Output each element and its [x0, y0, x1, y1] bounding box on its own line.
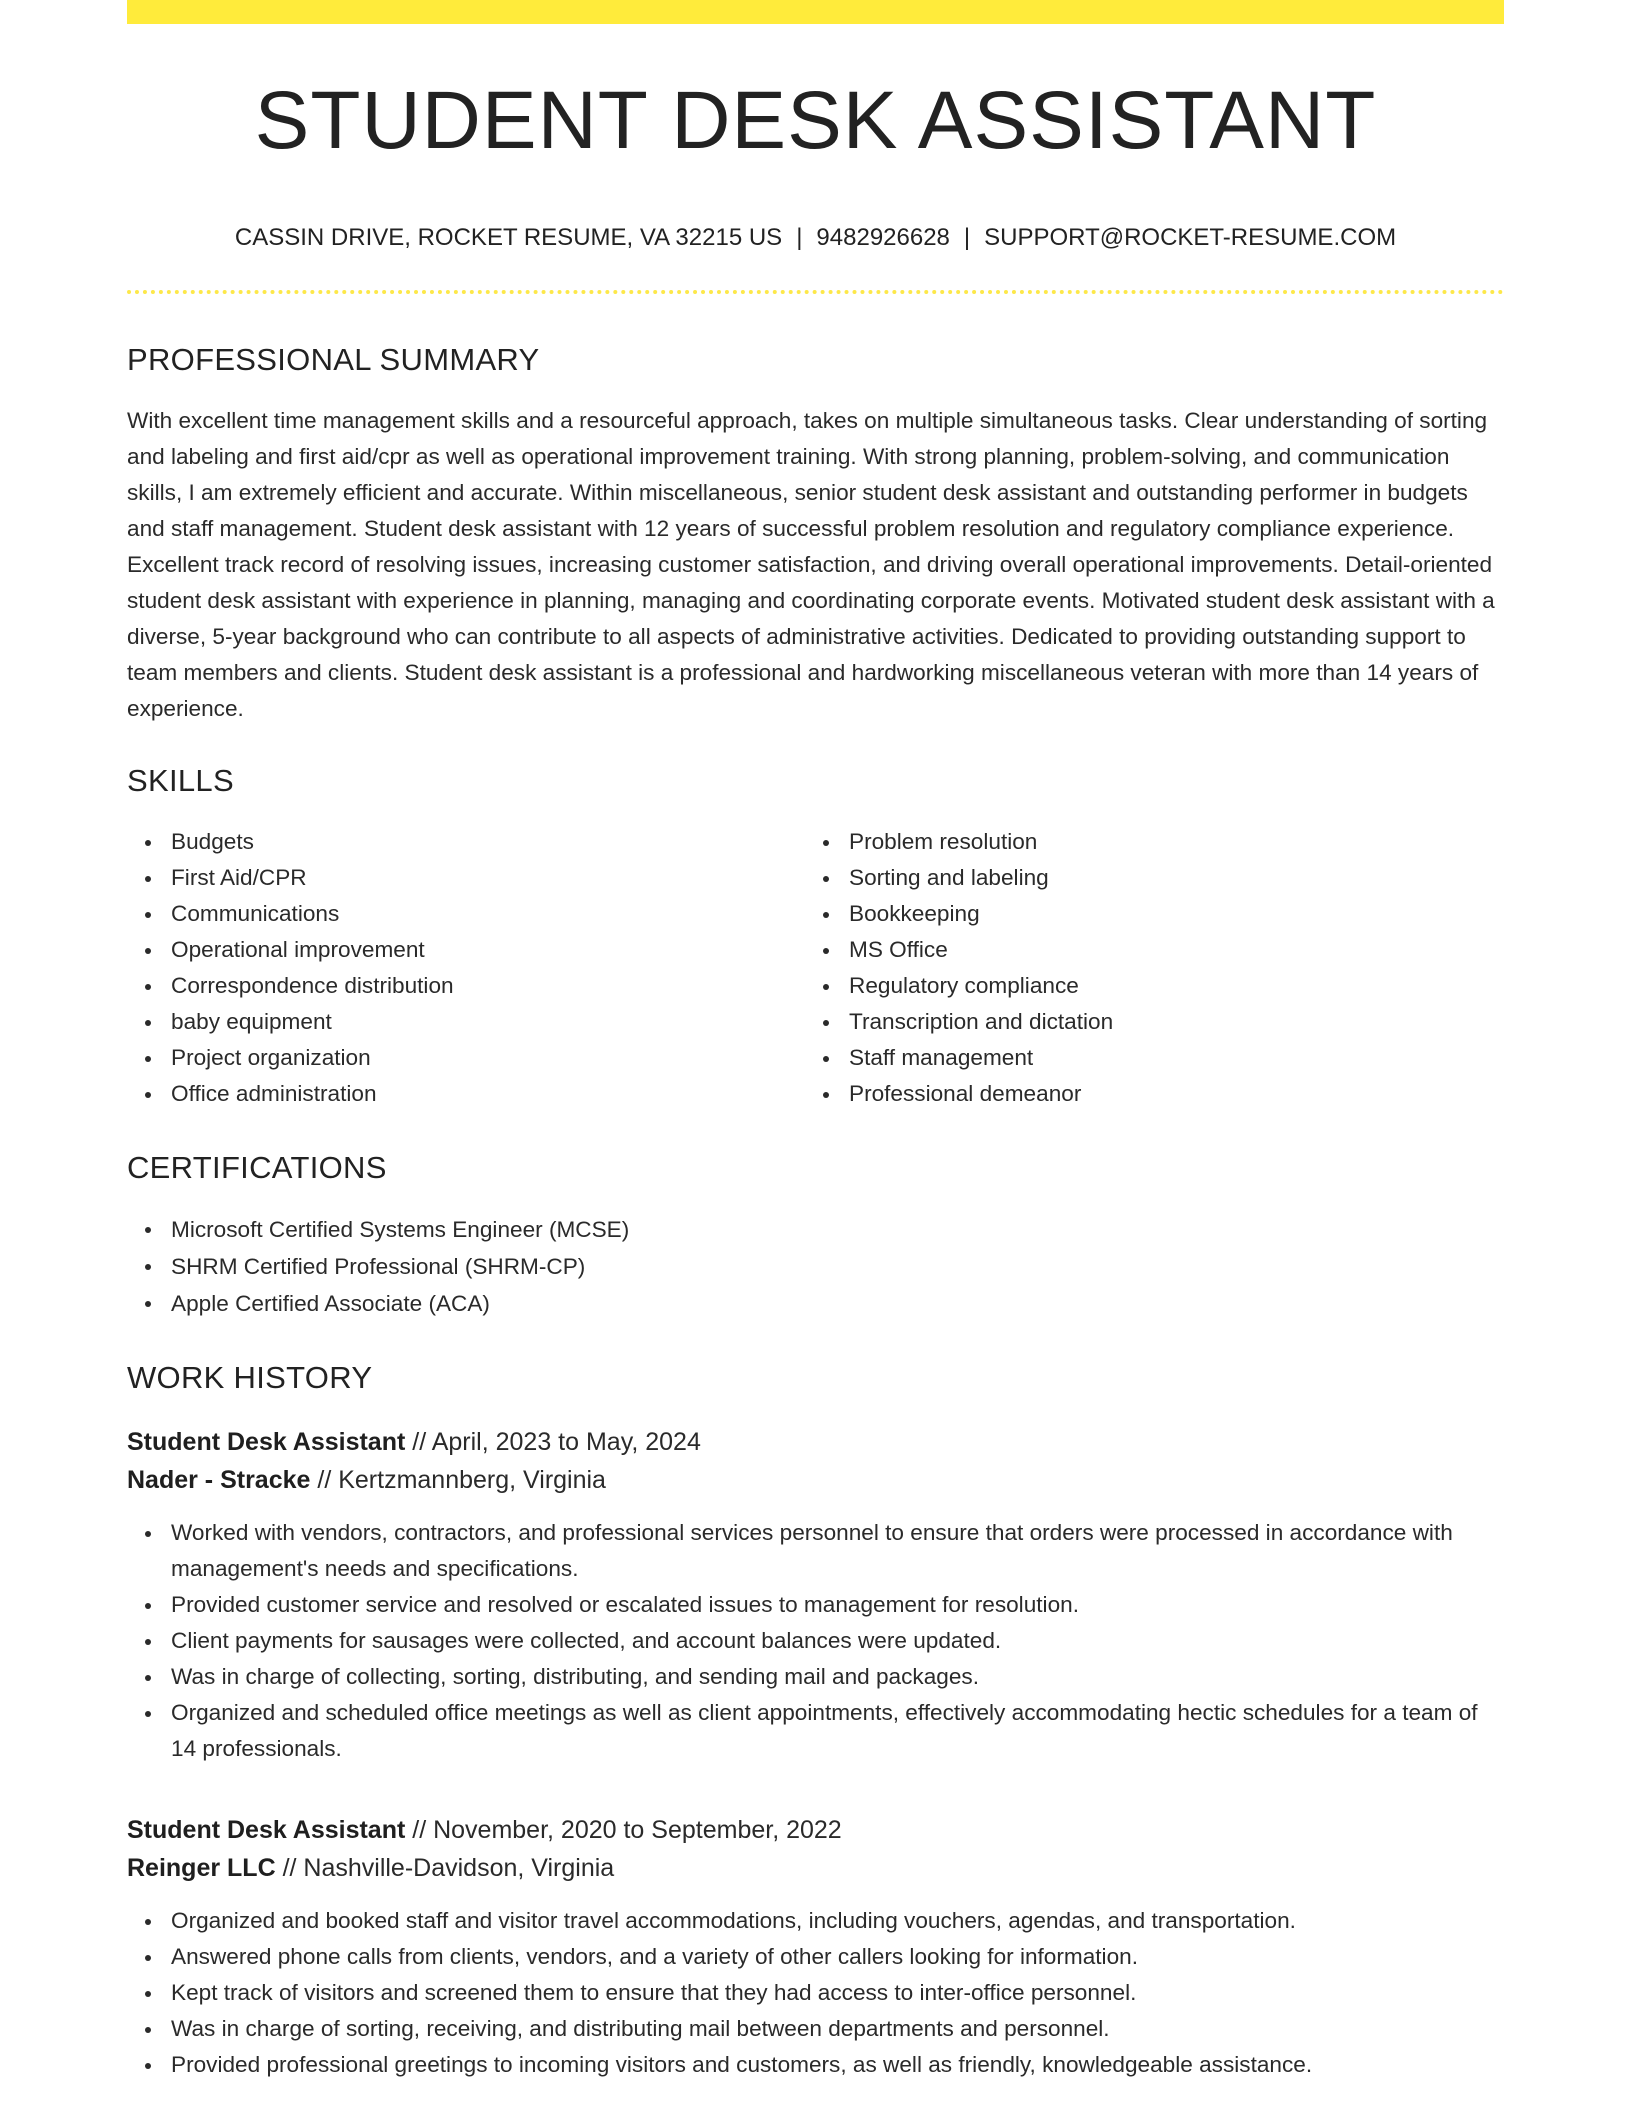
- resume-name: STUDENT DESK ASSISTANT: [254, 75, 1377, 166]
- job-entry: [127, 1423, 1504, 1767]
- job-company: Nader - Stracke: [127, 1466, 311, 1494]
- job-duty: Client payments for sausages were collected, and account balances were updated.: [127, 1623, 1504, 1659]
- certification-item: SHRM Certified Professional (SHRM-CP): [127, 1248, 1504, 1285]
- address: CASSIN DRIVE, ROCKET RESUME, VA 32215 US: [234, 224, 783, 251]
- resume-page: [127, 0, 1504, 2083]
- skill-item: Professional demeanor: [805, 1076, 1483, 1112]
- job-entry: [127, 1811, 1504, 2083]
- phone: 9482926628: [816, 224, 950, 251]
- job-role: Student Desk Assistant: [127, 1428, 406, 1456]
- job-duty: Worked with vendors, contractors, and professional services personnel to ensure that orders were processed in accordance with management's needs and specifications.: [127, 1515, 1504, 1587]
- certification-item: Apple Certified Associate (ACA): [127, 1285, 1504, 1322]
- skills-heading: SKILLS: [127, 763, 234, 798]
- skill-item: Sorting and labeling: [805, 860, 1483, 896]
- job-role-line: [127, 1423, 1504, 1461]
- job-role: Student Desk Assistant: [127, 1816, 406, 1844]
- job-dates: // April, 2023 to May, 2024: [405, 1428, 701, 1456]
- skill-item: Communications: [127, 896, 805, 932]
- skill-item: Staff management: [805, 1040, 1483, 1076]
- certification-item: Microsoft Certified Systems Engineer (MCSE): [127, 1211, 1504, 1248]
- accent-bar: [127, 0, 1504, 24]
- email: SUPPORT@ROCKET-RESUME.COM: [984, 224, 1397, 251]
- summary-heading: PROFESSIONAL SUMMARY: [127, 342, 540, 377]
- skill-item: Transcription and dictation: [805, 1004, 1483, 1040]
- contact-separator: |: [963, 224, 971, 251]
- certifications-list: [127, 1211, 1504, 1322]
- job-duty: Organized and scheduled office meetings as well as client appointments, effectively accommodating hectic schedules for a team of 14 professionals.: [127, 1695, 1504, 1767]
- job-dates: // November, 2020 to September, 2022: [405, 1816, 842, 1844]
- contact-line: [127, 226, 1504, 250]
- job-duties-list: [127, 1903, 1504, 2083]
- job-duty: Kept track of visitors and screened them to ensure that they had access to inter-office personnel.: [127, 1975, 1504, 2011]
- job-location: // Kertzmannberg, Virginia: [310, 1466, 606, 1494]
- certifications-heading: CERTIFICATIONS: [127, 1150, 387, 1185]
- skills-left-list: [127, 824, 805, 1112]
- skill-item: Operational improvement: [127, 932, 805, 968]
- skills-columns: [127, 824, 1504, 1112]
- job-company: Reinger LLC: [127, 1854, 276, 1882]
- contact-separator: |: [796, 224, 803, 251]
- job-role-line: [127, 1811, 1504, 1849]
- skill-item: Regulatory compliance: [805, 968, 1483, 1004]
- job-duty: Answered phone calls from clients, vendors, and a variety of other callers looking for information.: [127, 1939, 1504, 1975]
- job-duty: Provided professional greetings to incoming visitors and customers, as well as friendly, knowledgeable assistance.: [127, 2047, 1504, 2083]
- skill-item: Correspondence distribution: [127, 968, 805, 1004]
- skill-item: Project organization: [127, 1040, 805, 1076]
- job-duty: Provided customer service and resolved or escalated issues to management for resolution.: [127, 1587, 1504, 1623]
- job-company-line: [127, 1849, 1504, 1887]
- job-location: // Nashville-Davidson, Virginia: [275, 1854, 615, 1882]
- job-duty: Was in charge of collecting, sorting, distributing, and sending mail and packages.: [127, 1659, 1504, 1695]
- job-company-line: [127, 1461, 1504, 1499]
- skill-item: MS Office: [805, 932, 1483, 968]
- skill-item: Problem resolution: [805, 824, 1483, 860]
- skill-item: baby equipment: [127, 1004, 805, 1040]
- job-duty: Organized and booked staff and visitor travel accommodations, including vouchers, agendas, and transportation.: [127, 1903, 1504, 1939]
- job-duty: Was in charge of sorting, receiving, and distributing mail between departments and personnel.: [127, 2011, 1504, 2047]
- skill-item: Office administration: [127, 1076, 805, 1112]
- skill-item: Budgets: [127, 824, 805, 860]
- job-duties-list: [127, 1515, 1504, 1767]
- skills-right-list: [805, 824, 1483, 1112]
- work-history-heading: WORK HISTORY: [127, 1360, 373, 1395]
- skill-item: First Aid/CPR: [127, 860, 805, 896]
- skill-item: Bookkeeping: [805, 896, 1483, 932]
- dotted-divider: [127, 290, 1504, 294]
- summary-text: With excellent time management skills and a resourceful approach, takes on multiple simultaneous tasks. Clear understanding of sorting and labeling and first aid/cpr as well as operational improvement training. With strong planning, problem-solving, and communication skills, I am extremely efficient and accurate. Within miscellaneous, senior student desk assistant and outstanding performer in budgets and staff management. Student desk assistant with 12 years of successful problem resolution and regulatory compliance experience. Excellent track record of resolving issues, increasing customer satisfaction, and driving overall operational improvements. Detail-oriented student desk assistant with experience in planning, managing and coordinating corporate events. Motivated student desk assistant with a diverse, 5-year background who can contribute to all aspects of administrative activities. Dedicated to providing outstanding support to team members and clients. Student desk assistant is a professional and hardworking miscellaneous veteran with more than 14 years of experience.: [127, 408, 1495, 721]
